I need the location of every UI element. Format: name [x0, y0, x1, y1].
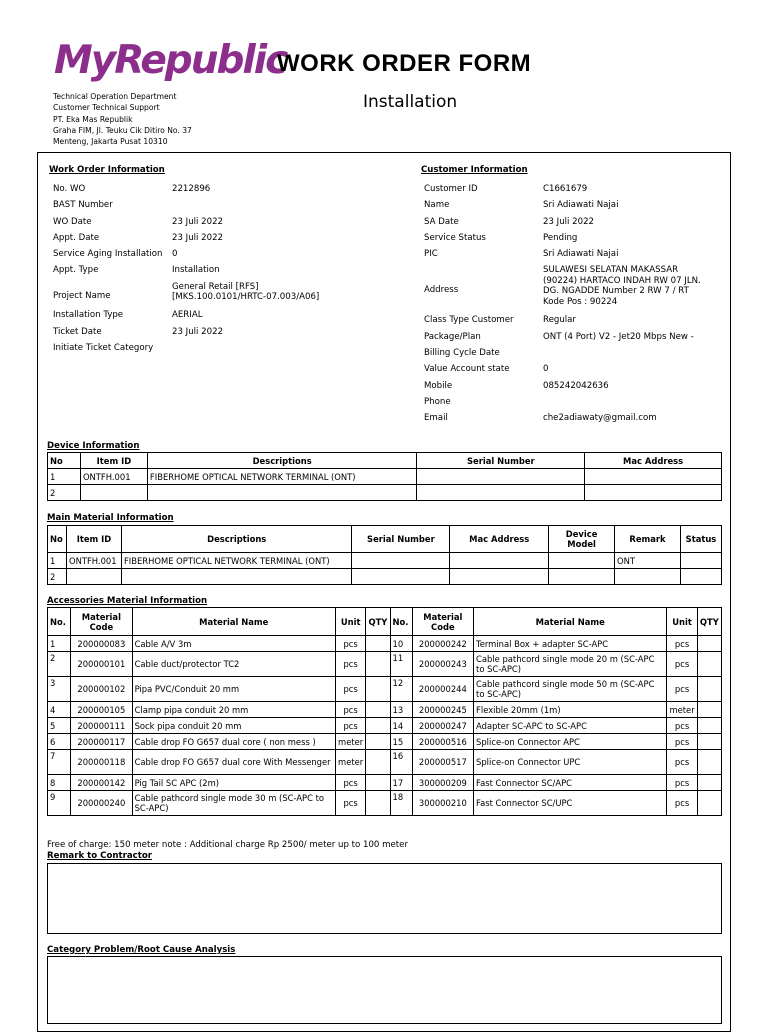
cell: 18 [390, 791, 412, 816]
info-value: C1661679 [543, 184, 588, 194]
cell [366, 718, 390, 734]
info-row [424, 184, 724, 200]
info-label: PIC [424, 249, 438, 260]
cell [585, 469, 722, 485]
cell: pcs [667, 636, 697, 652]
cell: 10 [390, 636, 412, 652]
info-value: 2212896 [172, 184, 211, 194]
cell: Cable A/V 3m [132, 636, 335, 652]
info-row [53, 282, 383, 311]
cell [366, 677, 390, 702]
device-info-heading: Device Information [47, 441, 140, 451]
cell [352, 569, 450, 585]
cell: Cable duct/protector TC2 [132, 652, 335, 677]
address-line: PT. Eka Mas Republik [53, 114, 133, 124]
cell [366, 791, 390, 816]
cell [585, 485, 722, 501]
info-value: 085242042636 [543, 380, 609, 391]
cell [697, 734, 721, 750]
cell: 200000142 [71, 775, 132, 791]
remark-heading: Remark to Contractor [47, 851, 152, 861]
col-material-code: Material Code [71, 608, 132, 636]
info-label: WO Date [53, 216, 92, 227]
col-unit: Unit [335, 608, 365, 636]
col-device-model: Device Model [549, 526, 615, 553]
info-row [53, 233, 383, 249]
cell: 300000210 [412, 791, 473, 816]
cell: FIBERHOME OPTICAL NETWORK TERMINAL (ONT) [147, 469, 417, 485]
info-label: BAST Number [53, 200, 113, 211]
cell: 15 [390, 734, 412, 750]
col-no: No [48, 453, 81, 469]
cell [450, 569, 549, 585]
col-material-code: Material Code [412, 608, 473, 636]
info-value: Sri Adiawati Najai [543, 249, 619, 260]
cell: Pipa PVC/Conduit 20 mm [132, 677, 335, 702]
cell [697, 750, 721, 775]
info-row [53, 249, 383, 265]
info-label: Class Type Customer [424, 315, 514, 326]
info-value: General Retail [RFS] [MKS.100.0101/HRTC-07.003/A06] [172, 281, 320, 303]
table-row [48, 485, 722, 501]
address-line: Menteng, Jakarta Pusat 10310 [53, 137, 168, 147]
info-value: ONT (4 Port) V2 - Jet20 Mbps New - [543, 331, 694, 342]
cell: pcs [667, 652, 697, 677]
cell: pcs [335, 718, 365, 734]
info-value: 23 Juli 2022 [172, 216, 224, 227]
cell [697, 652, 721, 677]
cell: 200000101 [71, 652, 132, 677]
cell [366, 775, 390, 791]
info-label: Package/Plan [424, 331, 481, 342]
table-row [48, 553, 722, 569]
info-value: 0 [172, 249, 178, 260]
customer-info [424, 184, 724, 430]
cell: 17 [390, 775, 412, 791]
cell: 200000244 [412, 677, 473, 702]
info-value: 23 Juli 2022 [172, 232, 224, 243]
cell: Splice-on Connector UPC [474, 750, 667, 775]
col-item-id: Item ID [80, 453, 147, 469]
cell: 200000111 [71, 718, 132, 734]
cell: pcs [335, 702, 365, 718]
info-value: SULAWESI SELATAN MAKASSAR (90224) HARTACO INDAH RW 07 JLN. DG. NGADDE Number 2 RW 7 / RT Kode Pos : 90224 [543, 265, 701, 307]
info-label: Mobile [424, 380, 453, 391]
info-row [424, 381, 724, 397]
cell [147, 485, 417, 501]
info-label: Initiate Ticket Category [53, 342, 154, 353]
info-label: Project Name [53, 291, 111, 302]
cell [417, 485, 585, 501]
info-label: Appt. Type [53, 265, 99, 276]
info-label: Ticket Date [53, 326, 102, 337]
col-descriptions: Descriptions [121, 526, 352, 553]
cell: Fast Connector SC/APC [474, 775, 667, 791]
page-title: WORK ORDER FORM [277, 50, 532, 77]
cell [549, 553, 615, 569]
info-label: Service Aging Installation [53, 249, 163, 260]
cell [615, 569, 681, 585]
cell [366, 636, 390, 652]
cell: Flexible 20mm (1m) [474, 702, 667, 718]
table-row [48, 677, 722, 702]
address-line: Technical Operation Department [53, 92, 177, 101]
cell [80, 485, 147, 501]
cell: 8 [48, 775, 71, 791]
cell: 13 [390, 702, 412, 718]
table-row [48, 750, 722, 775]
col-status: Status [680, 526, 721, 553]
col-qty: QTY [366, 608, 390, 636]
accessories-heading: Accessories Material Information [47, 596, 208, 606]
cell: 200000240 [71, 791, 132, 816]
info-label: Email [424, 413, 448, 424]
info-value: 0 [543, 364, 549, 375]
col-serial-number: Serial Number [417, 453, 585, 469]
cell: meter [335, 750, 365, 775]
cell: 4 [48, 702, 71, 718]
table-row [48, 791, 722, 816]
cell: Clamp pipa conduit 20 mm [132, 702, 335, 718]
info-row [424, 217, 724, 233]
cell: pcs [335, 652, 365, 677]
cell: 200000245 [412, 702, 473, 718]
cell: pcs [335, 791, 365, 816]
cell [121, 569, 352, 585]
cell [697, 791, 721, 816]
col-material-name: Material Name [474, 608, 667, 636]
col-item-id: Item ID [66, 526, 121, 553]
col-material-name: Material Name [132, 608, 335, 636]
table-row [48, 718, 722, 734]
info-label: Phone [424, 396, 451, 407]
device-table [47, 452, 722, 501]
cell [680, 569, 721, 585]
col-descriptions: Descriptions [147, 453, 417, 469]
cell: 2 [48, 569, 67, 585]
cell: 200000118 [71, 750, 132, 775]
col-no: No. [48, 608, 71, 636]
info-value: Pending [543, 232, 578, 243]
cell: 2 [48, 652, 71, 677]
cell: Pig Tail SC APC (2m) [132, 775, 335, 791]
cell: 200000243 [412, 652, 473, 677]
cell: pcs [667, 791, 697, 816]
free-charge-note: Free of charge: 150 meter note : Additional charge Rp 2500/ meter up to 100 meter [47, 840, 408, 850]
info-label: Appt. Date [53, 232, 100, 243]
page-subtitle: Installation [363, 92, 458, 112]
cell: 12 [390, 677, 412, 702]
cell [549, 569, 615, 585]
cell: 14 [390, 718, 412, 734]
info-label: Name [424, 200, 450, 211]
table-row [48, 775, 722, 791]
cell: 7 [48, 750, 71, 775]
cell: 11 [390, 652, 412, 677]
cell [366, 652, 390, 677]
cell: ONTFH.001 [66, 553, 121, 569]
cell: Cable drop FO G657 dual core ( non mess ) [132, 734, 335, 750]
cell [417, 469, 585, 485]
info-label: Installation Type [53, 310, 124, 321]
table-row [48, 702, 722, 718]
cell: 200000516 [412, 734, 473, 750]
main-material-table [47, 525, 722, 585]
cell [366, 702, 390, 718]
info-row [53, 343, 383, 359]
cell: 5 [48, 718, 71, 734]
cell: meter [667, 702, 697, 718]
info-row [53, 310, 383, 326]
info-value: 23 Juli 2022 [172, 326, 224, 337]
info-value [543, 348, 724, 364]
cell: meter [335, 734, 365, 750]
info-value: 23 Juli 2022 [543, 216, 595, 227]
cell: pcs [667, 718, 697, 734]
cell: 200000517 [412, 750, 473, 775]
cell: Cable pathcord single mode 30 m (SC-APC to SC-APC) [132, 791, 335, 816]
cell: 1 [48, 469, 81, 485]
table-row [48, 569, 722, 585]
info-label: No. WO [53, 184, 86, 194]
info-value: AERIAL [172, 310, 203, 321]
info-value: Installation [172, 265, 220, 276]
info-label: Customer ID [424, 184, 478, 194]
work-order-info [53, 184, 383, 359]
col-serial-number: Serial Number [352, 526, 450, 553]
cell [697, 702, 721, 718]
info-value [543, 397, 724, 413]
accessories-table [47, 607, 722, 816]
address-line: Customer Technical Support [53, 103, 160, 113]
main-material-heading: Main Material Information [47, 513, 174, 523]
info-value: Sri Adiawati Najai [543, 200, 619, 211]
cell: Cable pathcord single mode 50 m (SC-APC to SC-APC) [474, 677, 667, 702]
cell [680, 553, 721, 569]
cell [66, 569, 121, 585]
info-label: Value Account state [424, 364, 510, 375]
info-row [53, 200, 383, 216]
col-no: No [48, 526, 67, 553]
cell [366, 734, 390, 750]
work-order-heading: Work Order Information [49, 165, 165, 175]
info-label: SA Date [424, 216, 459, 227]
category-input[interactable] [47, 956, 722, 1024]
cell: pcs [335, 677, 365, 702]
table-row [48, 734, 722, 750]
info-row [424, 249, 724, 265]
cell: pcs [667, 775, 697, 791]
info-row [424, 200, 724, 216]
col-remark: Remark [615, 526, 681, 553]
cell: Terminal Box + adapter SC-APC [474, 636, 667, 652]
col-qty: QTY [697, 608, 721, 636]
myrepublic-logo: MyRepublic [54, 38, 287, 83]
cell: 200000083 [71, 636, 132, 652]
cell: pcs [335, 775, 365, 791]
info-value [172, 343, 383, 359]
info-row [53, 184, 383, 200]
cell: pcs [667, 750, 697, 775]
cell: 200000247 [412, 718, 473, 734]
cell: 200000105 [71, 702, 132, 718]
cell: 200000117 [71, 734, 132, 750]
cell [366, 750, 390, 775]
cell: 9 [48, 791, 71, 816]
info-row [53, 265, 383, 281]
info-row [424, 315, 724, 331]
table-row [48, 636, 722, 652]
info-row [424, 348, 724, 364]
cell: pcs [667, 734, 697, 750]
cell: 300000209 [412, 775, 473, 791]
info-row [53, 327, 383, 343]
cell: 2 [48, 485, 81, 501]
info-value: che2adiawaty@gmail.com [543, 413, 657, 424]
info-value: Regular [543, 315, 576, 326]
info-label: Billing Cycle Date [424, 348, 500, 359]
cell: Fast Connector SC/UPC [474, 791, 667, 816]
remark-input[interactable] [47, 863, 722, 934]
table-row [48, 652, 722, 677]
info-value [172, 200, 383, 216]
customer-info-heading: Customer Information [421, 165, 528, 175]
cell [352, 553, 450, 569]
info-row [424, 332, 724, 348]
cell: 16 [390, 750, 412, 775]
info-row [424, 397, 724, 413]
cell [697, 718, 721, 734]
cell: 1 [48, 636, 71, 652]
cell: Sock pipa conduit 20 mm [132, 718, 335, 734]
cell: Cable pathcord single mode 20 m (SC-APC to SC-APC) [474, 652, 667, 677]
info-label: Service Status [424, 232, 486, 243]
cell [697, 775, 721, 791]
info-row [424, 265, 724, 315]
info-row [424, 364, 724, 380]
cell: pcs [667, 677, 697, 702]
cell: 3 [48, 677, 71, 702]
cell: pcs [335, 636, 365, 652]
category-heading: Category Problem/Root Cause Analysis [47, 945, 236, 955]
cell: 200000102 [71, 677, 132, 702]
address-line: Graha FIM, Jl. Teuku Cik Ditiro No. 37 [53, 125, 192, 135]
cell: FIBERHOME OPTICAL NETWORK TERMINAL (ONT) [121, 553, 352, 569]
company-address [53, 91, 192, 147]
cell [697, 636, 721, 652]
cell: 6 [48, 734, 71, 750]
info-row [53, 217, 383, 233]
cell: ONT [615, 553, 681, 569]
cell [697, 677, 721, 702]
cell: 200000242 [412, 636, 473, 652]
cell [450, 553, 549, 569]
cell: 1 [48, 553, 67, 569]
info-label: Address [424, 285, 459, 296]
cell: ONTFH.001 [80, 469, 147, 485]
table-row [48, 469, 722, 485]
cell: Adapter SC-APC to SC-APC [474, 718, 667, 734]
info-row [424, 233, 724, 249]
col-unit: Unit [667, 608, 697, 636]
info-row [424, 413, 724, 429]
col-mac-address: Mac Address [585, 453, 722, 469]
col-no: No. [390, 608, 412, 636]
cell: Cable drop FO G657 dual core With Messenger [132, 750, 335, 775]
cell: Splice-on Connector APC [474, 734, 667, 750]
col-mac-address: Mac Address [450, 526, 549, 553]
